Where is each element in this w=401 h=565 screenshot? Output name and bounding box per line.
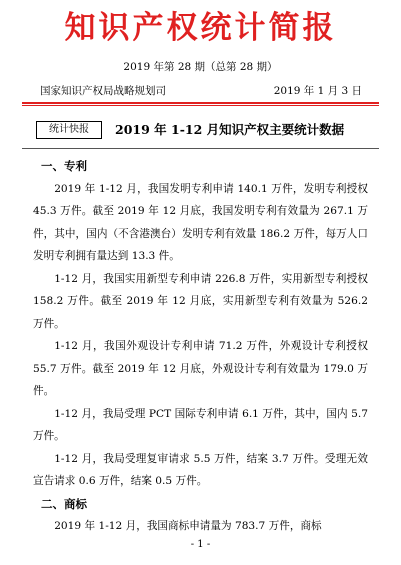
paragraph: 1-12 月，我国实用新型专利申请 226.8 万件，实用新型专利授权 158.2 万件。截至 2019 年 12 月底，实用新型专利有效量为 526.2 万件。 <box>33 272 368 330</box>
issue-number: 2019 年第 28 期（总第 28 期） <box>123 61 278 73</box>
article-body <box>33 155 368 538</box>
page-number: - 1 - <box>190 539 211 550</box>
red-divider <box>22 102 379 104</box>
article-headline: 2019 年 1-12 月知识产权主要统计数据 <box>115 122 345 137</box>
paragraph: 1-12 月，我局受理复审请求 5.5 万件，结案 3.7 万件。受理无效宣告请求 0.6 万件，结案 0.5 万件。 <box>33 452 368 487</box>
paragraph: 2019 年 1-12 月，我国发明专利申请 140.1 万件，发明专利授权 45.3 万件。截至 2019 年 12 月底，我国发明专利有效量为 267.1 万件，其中，国内（不含港澳台）发明专利有效量 186.2 万件，每万人口发明专利拥有量达到 13.3 件。 <box>33 182 368 262</box>
masthead-title: 知识产权统计简报 <box>64 10 337 46</box>
publisher: 国家知识产权局战略规划司 <box>40 85 166 97</box>
category-badge: 统计快报 <box>36 121 102 139</box>
publish-date: 2019 年 1 月 3 日 <box>273 85 362 97</box>
paragraph: 1-12 月，我局受理 PCT 国际专利申请 6.1 万件，其中，国内 5.7 万件。 <box>33 407 368 442</box>
headline-divider <box>22 148 379 149</box>
paragraph: 1-12 月，我国外观设计专利申请 71.2 万件，外观设计专利授权 55.7 万件。截至 2019 年 12 月底，外观设计专利有效量为 179.0 万件。 <box>33 340 368 397</box>
red-divider-thin <box>22 105 379 106</box>
paragraph: 2019 年 1-12 月，我国商标申请量为 783.7 万件，商标 <box>54 520 322 532</box>
section-heading-patent: 一、专利 <box>41 159 87 173</box>
section-heading-trademark: 二、商标 <box>41 496 87 511</box>
